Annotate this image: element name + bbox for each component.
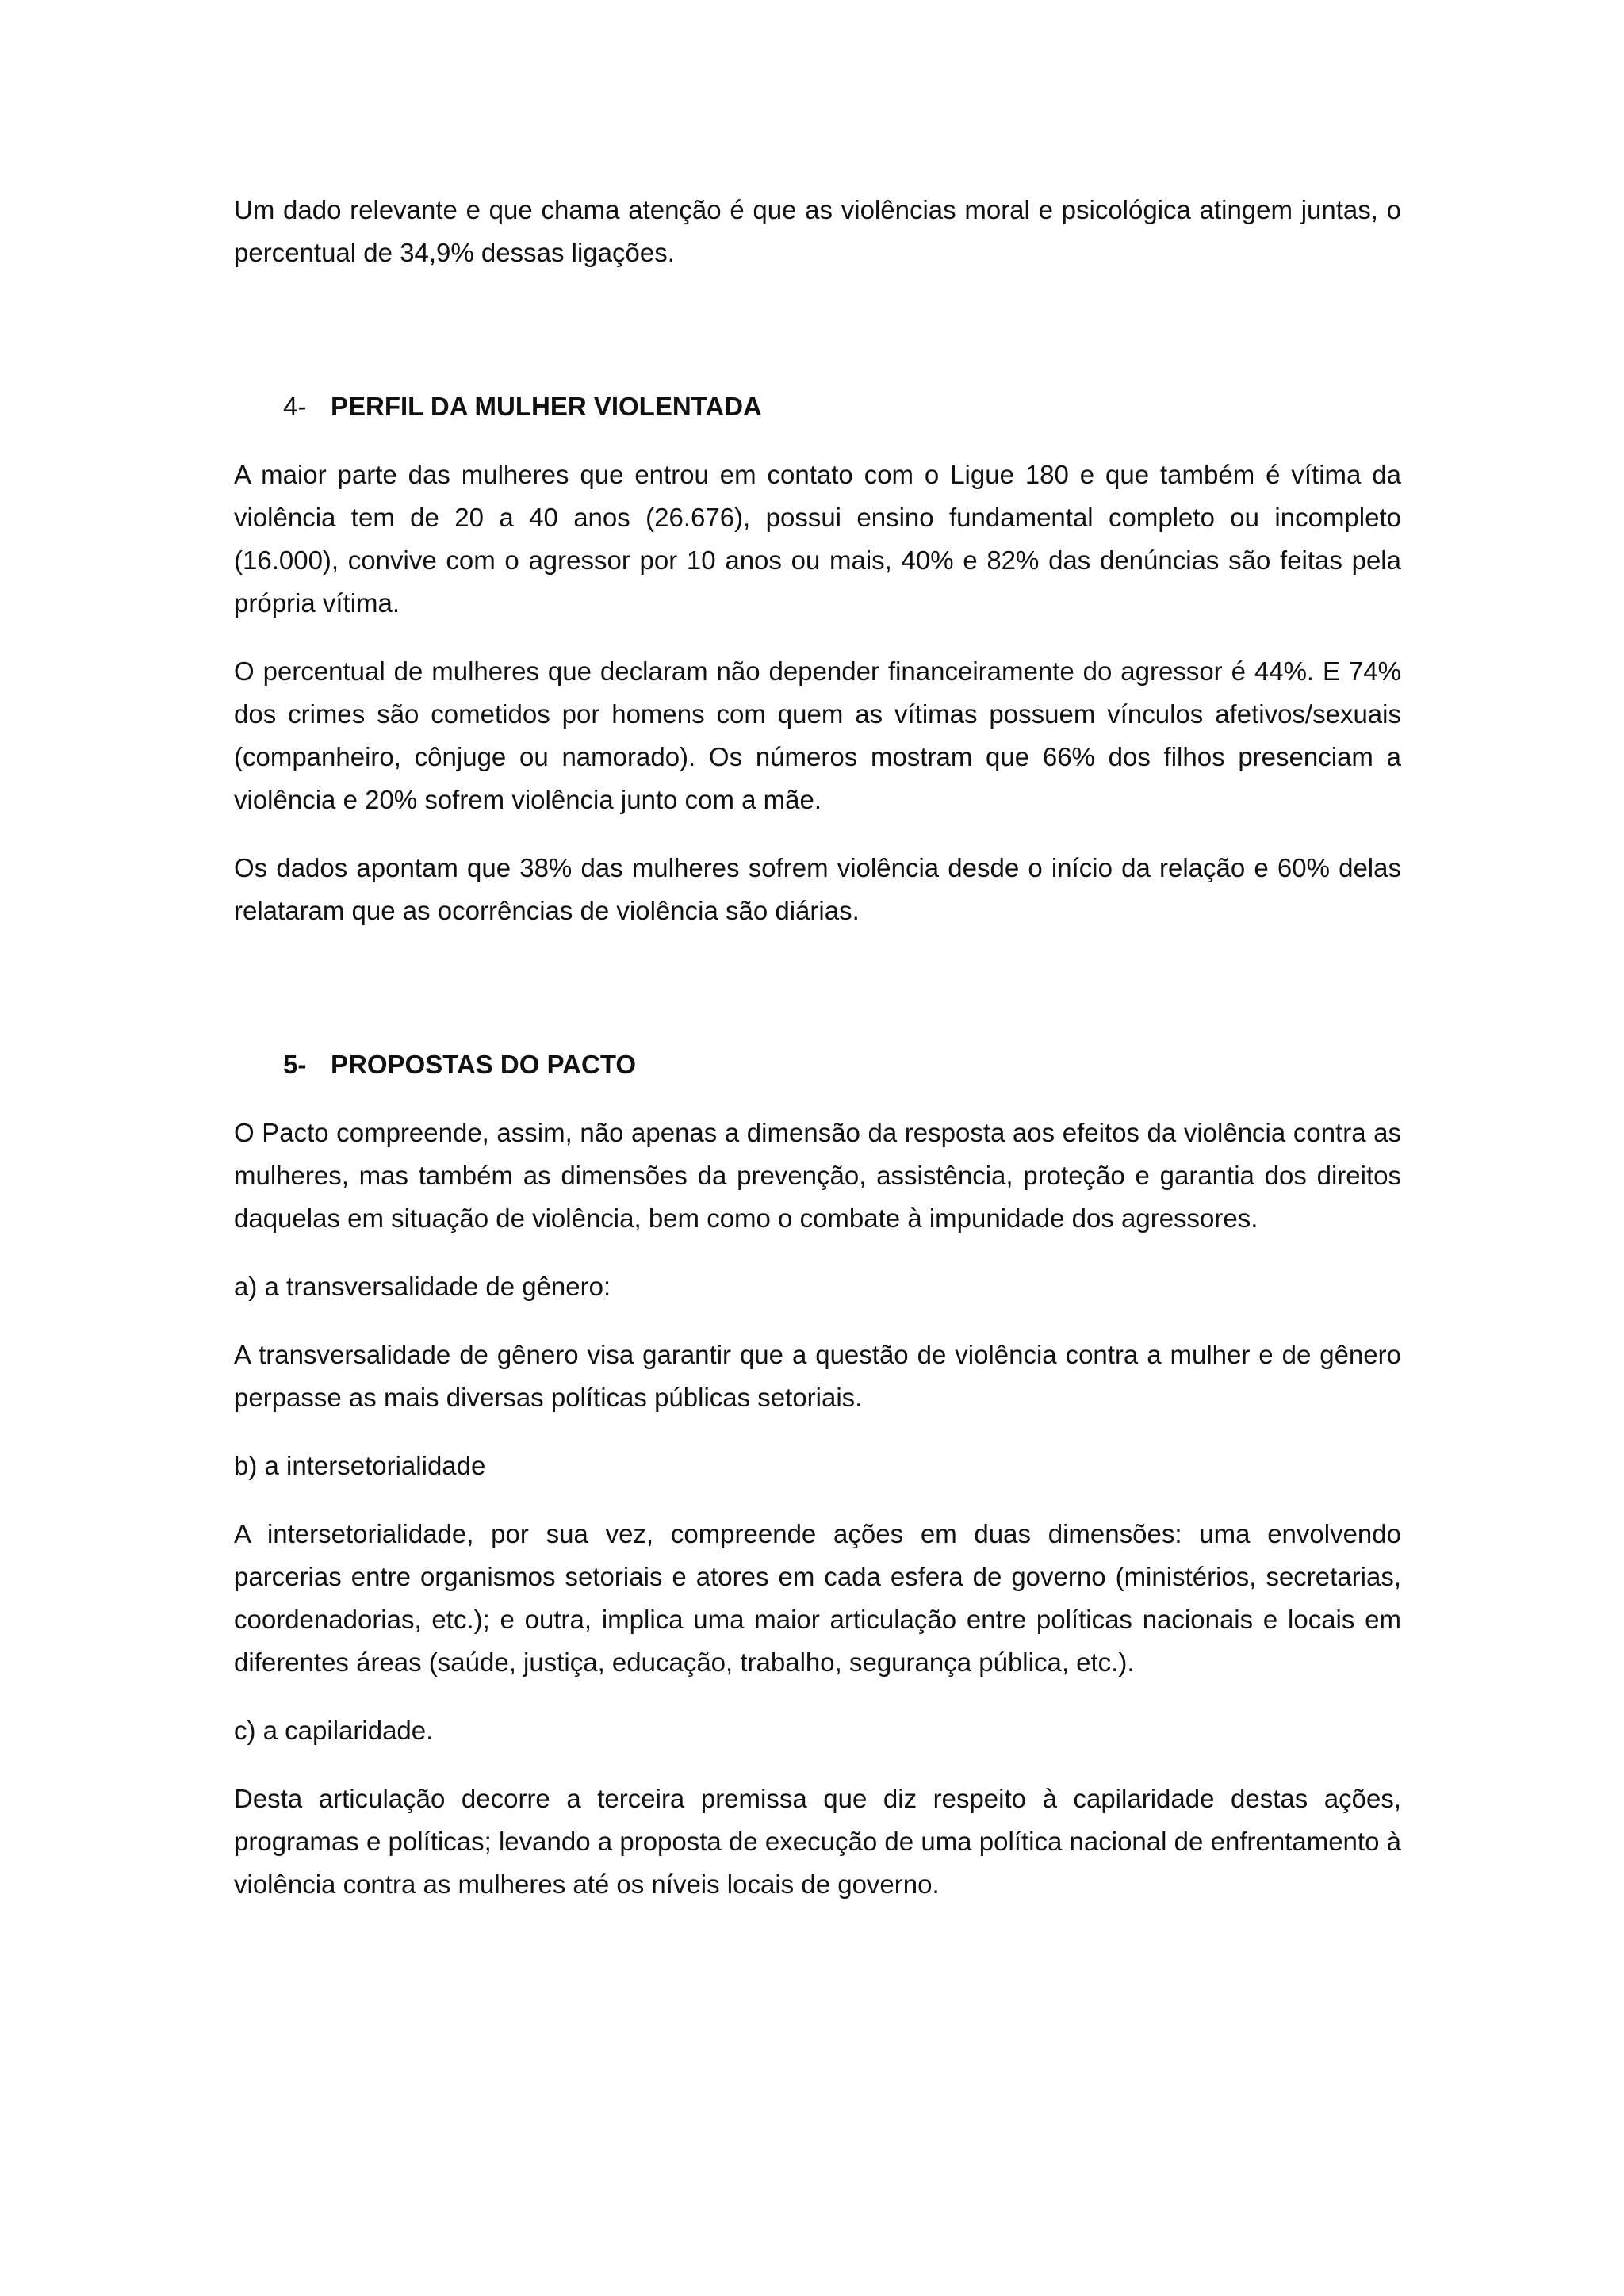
section-4-title: PERFIL DA MULHER VIOLENTADA (331, 392, 762, 421)
section-4-number: 4- (283, 392, 307, 421)
item-label-transversalidade: a) a transversalidade de gênero: (234, 1272, 611, 1301)
section-5-number: 5- (283, 1050, 307, 1079)
section-5-intro: O Pacto compreende, assim, não apenas a dimensão da resposta aos efeitos da violência contra as mulheres, mas também as dimensões da prevenção, assistência, proteção e garantia dos direitos daquelas em situação de violência, bem como o combate à impunidade dos agressores. (234, 1118, 1401, 1233)
item-text-capilaridade: Desta articulação decorre a terceira premissa que diz respeito à capilaridade destas ações, programas e políticas; levando a proposta de execução de uma política nacional de enfrentamento à violência contra as mulheres até os níveis locais de governo. (234, 1784, 1401, 1899)
item-text-transversalidade: A transversalidade de gênero visa garantir que a questão de violência contra a mulher e de gênero perpasse as mais diversas políticas públicas setoriais. (234, 1340, 1401, 1412)
section-5-heading (234, 1043, 1401, 1086)
document-body (234, 189, 1401, 1931)
item-text-intersetorialidade: A intersetorialidade, por sua vez, compreende ações em duas dimensões: uma envolvendo parcerias entre organismos setoriais e atores em cada esfera de governo (ministérios, secretarias, coordenadorias, etc.); e outra, implica uma maior articulação entre políticas nacionais e locais em diferentes áreas (saúde, justiça, educação, trabalho, segurança pública, etc.). (234, 1519, 1401, 1677)
section-5-title: PROPOSTAS DO PACTO (331, 1050, 637, 1079)
section-spacer (234, 300, 1401, 385)
item-label-capilaridade: c) a capilaridade. (234, 1716, 434, 1745)
section-4-paragraph: O percentual de mulheres que declaram não depender financeiramente do agressor é 44%. E 74% dos crimes são cometidos por homens com quem as vítimas possuem vínculos afetivos/sexuais (companheiro, cônjuge ou namorado). Os números mostram que 66% dos filhos presenciam a violência e 20% sofrem violência junto com a mãe. (234, 656, 1401, 814)
item-label-intersetorialidade: b) a intersetorialidade (234, 1451, 486, 1480)
intro-paragraph: Um dado relevante e que chama atenção é que as violências moral e psicológica atingem juntas, o percentual de 34,9% dessas ligações. (234, 195, 1401, 267)
section-4-heading (234, 385, 1401, 428)
section-4-paragraph: Os dados apontam que 38% das mulheres sofrem violência desde o início da relação e 60% delas relataram que as ocorrências de violência são diárias. (234, 853, 1401, 925)
section-spacer (234, 958, 1401, 1043)
section-4-paragraph: A maior parte das mulheres que entrou em contato com o Ligue 180 e que também é vítima da violência tem de 20 a 40 anos (26.676), possui ensino fundamental completo ou incompleto (16.000), convive com o agressor por 10 anos ou mais, 40% e 82% das denúncias são feitas pela própria vítima. (234, 460, 1401, 618)
